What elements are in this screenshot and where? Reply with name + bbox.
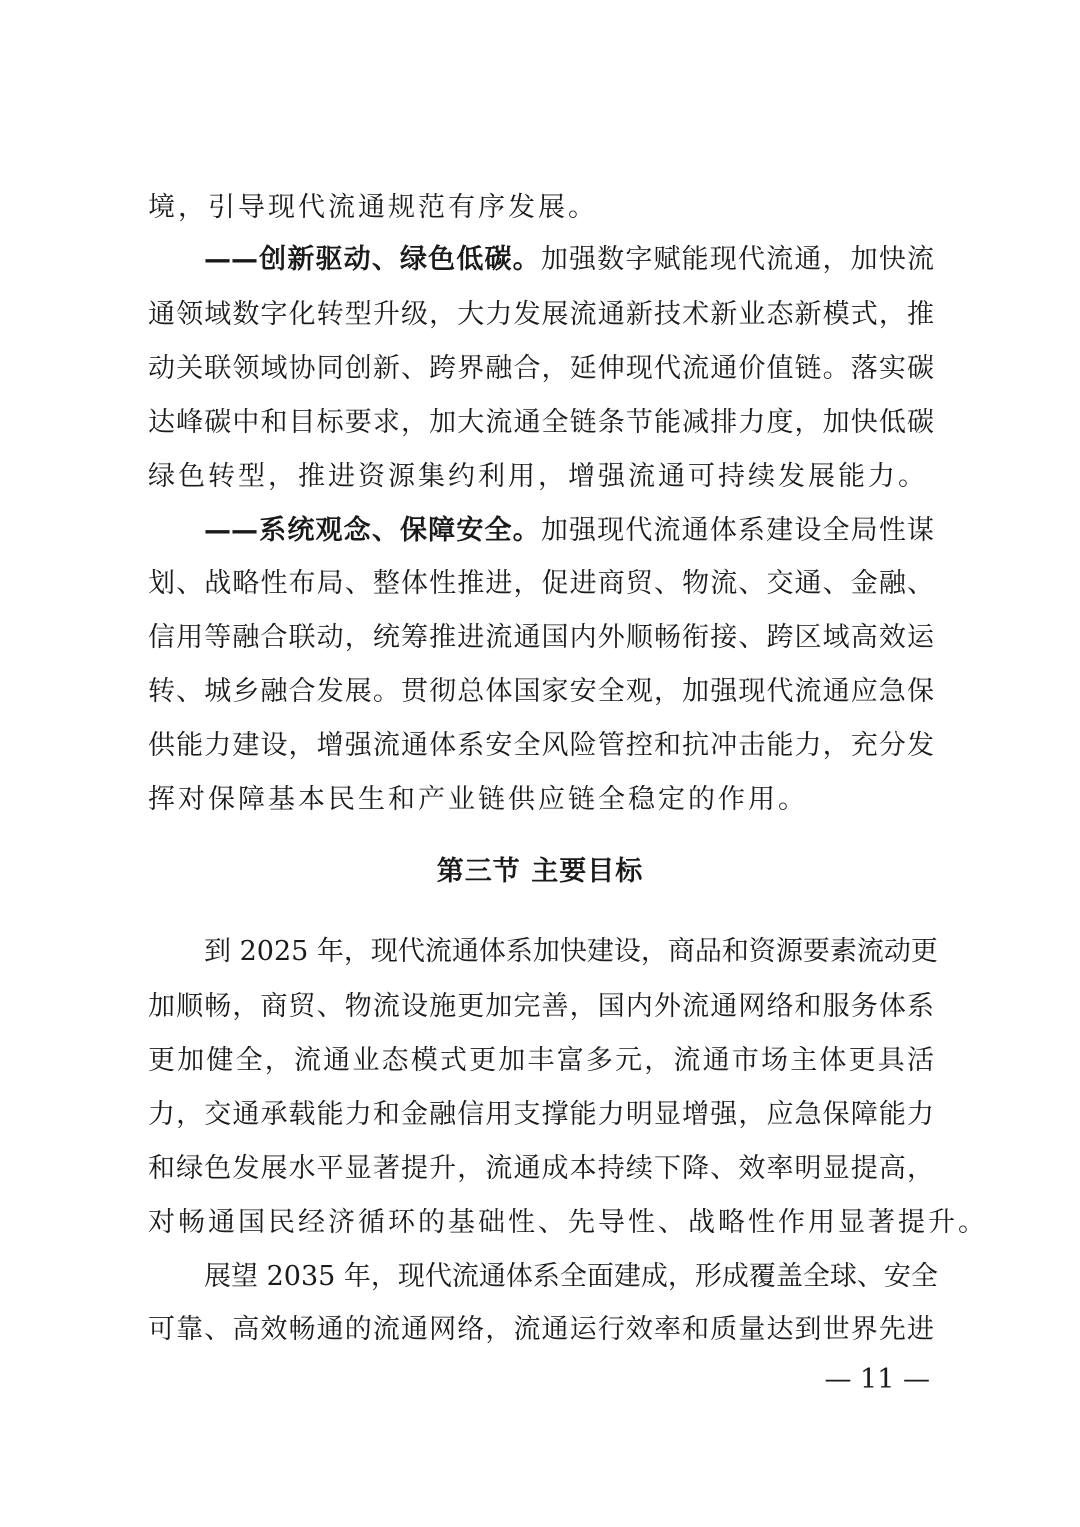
paragraph-line: 加顺畅，商贸、物流设施更加完善，国内外流通网络和服务体系 [148, 991, 934, 1022]
paragraph-line: 境，引导现代流通规范有序发展。 [148, 192, 598, 223]
section-heading: 第三节 主要目标 [436, 856, 644, 887]
paragraph-line: 动关联领域协同创新、跨界融合，延伸现代流通价值链。落实碳 [148, 353, 934, 384]
paragraph-line: 转、城乡融合发展。贯彻总体国家安全观，加强现代流通应急保 [148, 676, 934, 707]
paragraph-line: 绿色转型，推进资源集约利用，增强流通可持续发展能力。 [148, 461, 928, 492]
paragraph-line [204, 511, 934, 551]
paragraph-line: 挥对保障基本民生和产业链供应链全稳定的作用。 [148, 784, 808, 815]
paragraph-line: 达峰碳中和目标要求，加大流通全链条节能减排力度，加快低碳 [148, 407, 934, 438]
paragraph-line: 信用等融合联动，统筹推进流通国内外顺畅衔接、跨区域高效运 [148, 622, 934, 653]
paragraph-line: 力，交通承载能力和金融信用支撑能力明显增强，应急保障能力 [148, 1099, 934, 1130]
paragraph-line: 对畅通国民经济循环的基础性、先导性、战略性作用显著提升。 [148, 1207, 988, 1238]
paragraph-text: 加强数字赋能现代流通，加快流 [540, 244, 935, 275]
paragraph-line: 供能力建设，增强流通体系安全风险管控和抗冲击能力，充分发 [148, 730, 934, 761]
page-number: — 11 — [824, 1364, 930, 1395]
principle-heading: ——创新驱动、绿色低碳。 [204, 244, 541, 275]
paragraph-line: 展望 2035 年，现代流通体系全面建成，形成覆盖全球、安全 [204, 1261, 938, 1292]
principle-heading: ——系统观念、保障安全。 [204, 515, 541, 546]
paragraph-line: 更加健全，流通业态模式更加丰富多元，流通市场主体更具活 [148, 1045, 934, 1076]
paragraph-line [204, 240, 934, 280]
paragraph-line: 和绿色发展水平显著提升，流通成本持续下降、效率明显提高， [148, 1153, 934, 1184]
paragraph-line: 到 2025 年，现代流通体系加快建设，商品和资源要素流动更 [204, 936, 938, 967]
paragraph-line: 可靠、高效畅通的流通网络，流通运行效率和质量达到世界先进 [148, 1314, 934, 1345]
paragraph-line: 划、战略性布局、整体性推进，促进商贸、物流、交通、金融、 [148, 568, 934, 599]
paragraph-line: 通领域数字化转型升级，大力发展流通新技术新业态新模式，推 [148, 299, 934, 330]
paragraph-text: 加强现代流通体系建设全局性谋 [540, 515, 935, 546]
